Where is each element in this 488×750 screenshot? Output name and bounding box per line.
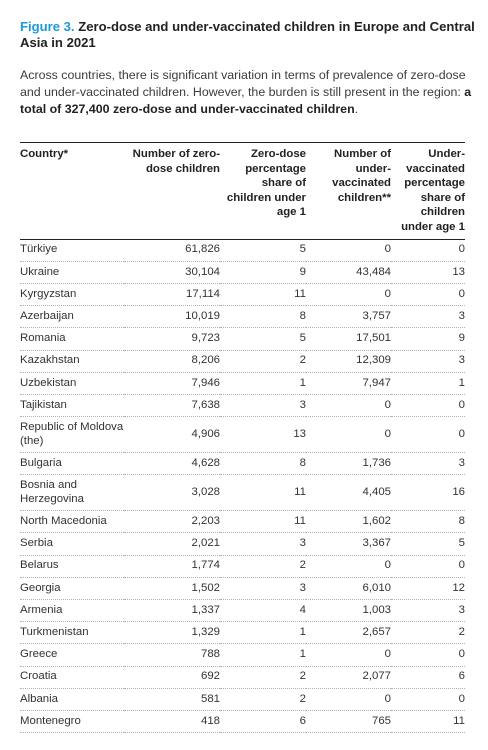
cell-country: Republic of Moldova (the)	[20, 417, 124, 453]
cell-under-vaccinated-share: 2	[391, 622, 465, 644]
intro-bold-text: a total of 327,400 zero-dose and under-vaccinated children	[20, 85, 472, 116]
table-row	[20, 453, 465, 475]
figure-title-text: Zero-dose and under-vaccinated children in Europe and Central Asia in 2021	[20, 19, 475, 50]
cell-zero-dose-number: 1,774	[124, 555, 220, 577]
cell-zero-dose-number: 1,329	[124, 622, 220, 644]
cell-zero-dose-number: 30,104	[124, 261, 220, 283]
cell-zero-dose-number: 1,502	[124, 577, 220, 599]
vaccination-table	[20, 142, 465, 733]
cell-under-vaccinated-number: 2,657	[306, 622, 391, 644]
header-zero-dose-share: Zero-dose percentage share of children under age 1	[220, 143, 306, 240]
cell-country: North Macedonia	[20, 511, 124, 533]
table-row	[20, 394, 465, 416]
cell-country: Albania	[20, 688, 124, 710]
cell-under-vaccinated-number: 0	[306, 283, 391, 305]
cell-zero-dose-number: 2,021	[124, 533, 220, 555]
table-row	[20, 328, 465, 350]
cell-zero-dose-number: 2,203	[124, 511, 220, 533]
cell-under-vaccinated-share: 0	[391, 688, 465, 710]
table-header-row	[20, 143, 465, 240]
cell-zero-dose-number: 418	[124, 710, 220, 732]
cell-under-vaccinated-share: 0	[391, 417, 465, 453]
cell-under-vaccinated-number: 0	[306, 239, 391, 261]
cell-zero-dose-number: 10,019	[124, 306, 220, 328]
cell-under-vaccinated-number: 7,947	[306, 372, 391, 394]
cell-zero-dose-share: 9	[220, 261, 306, 283]
header-zero-dose-number: Number of zero-dose children	[124, 143, 220, 240]
cell-zero-dose-share: 11	[220, 511, 306, 533]
cell-zero-dose-number: 4,628	[124, 453, 220, 475]
cell-country: Ukraine	[20, 261, 124, 283]
cell-zero-dose-share: 3	[220, 577, 306, 599]
header-country: Country*	[20, 143, 124, 240]
cell-under-vaccinated-share: 3	[391, 453, 465, 475]
table-row	[20, 644, 465, 666]
cell-country: Georgia	[20, 577, 124, 599]
cell-country: Kyrgyzstan	[20, 283, 124, 305]
intro-text: Across countries, there is significant variation in terms of prevalence of zero-dose and under-vaccinated children. However, the burden is still present in the region:	[20, 68, 466, 99]
cell-under-vaccinated-share: 3	[391, 306, 465, 328]
table-row	[20, 511, 465, 533]
intro-paragraph	[20, 67, 484, 118]
cell-zero-dose-number: 7,946	[124, 372, 220, 394]
cell-zero-dose-share: 13	[220, 417, 306, 453]
table-row	[20, 350, 465, 372]
cell-zero-dose-share: 2	[220, 555, 306, 577]
table-row	[20, 372, 465, 394]
cell-zero-dose-number: 61,826	[124, 239, 220, 261]
cell-country: Kazakhstan	[20, 350, 124, 372]
cell-country: Bosnia and Herzegovina	[20, 475, 124, 511]
cell-zero-dose-share: 11	[220, 475, 306, 511]
cell-under-vaccinated-share: 13	[391, 261, 465, 283]
cell-zero-dose-share: 1	[220, 372, 306, 394]
cell-under-vaccinated-share: 0	[391, 394, 465, 416]
cell-under-vaccinated-share: 11	[391, 710, 465, 732]
cell-country: Romania	[20, 328, 124, 350]
cell-zero-dose-share: 2	[220, 666, 306, 688]
table-row	[20, 283, 465, 305]
table-row	[20, 306, 465, 328]
cell-country: Türkiye	[20, 239, 124, 261]
cell-zero-dose-share: 8	[220, 453, 306, 475]
cell-under-vaccinated-number: 12,309	[306, 350, 391, 372]
cell-zero-dose-share: 5	[220, 328, 306, 350]
cell-zero-dose-share: 2	[220, 350, 306, 372]
header-under-vaccinated-share: Under-vaccinated percentage share of children under age 1	[391, 143, 465, 240]
cell-zero-dose-number: 17,114	[124, 283, 220, 305]
cell-under-vaccinated-number: 1,736	[306, 453, 391, 475]
cell-zero-dose-number: 692	[124, 666, 220, 688]
table-row	[20, 261, 465, 283]
table-row	[20, 666, 465, 688]
table-row	[20, 688, 465, 710]
document-page	[20, 0, 484, 733]
cell-country: Azerbaijan	[20, 306, 124, 328]
cell-under-vaccinated-number: 2,077	[306, 666, 391, 688]
cell-under-vaccinated-number: 3,367	[306, 533, 391, 555]
cell-under-vaccinated-share: 0	[391, 283, 465, 305]
cell-under-vaccinated-number: 0	[306, 417, 391, 453]
figure-title	[20, 19, 484, 51]
cell-zero-dose-number: 581	[124, 688, 220, 710]
cell-country: Uzbekistan	[20, 372, 124, 394]
cell-under-vaccinated-share: 6	[391, 666, 465, 688]
cell-under-vaccinated-share: 12	[391, 577, 465, 599]
cell-under-vaccinated-share: 8	[391, 511, 465, 533]
cell-under-vaccinated-number: 0	[306, 644, 391, 666]
cell-zero-dose-share: 4	[220, 600, 306, 622]
cell-zero-dose-share: 11	[220, 283, 306, 305]
cell-zero-dose-number: 9,723	[124, 328, 220, 350]
table-body	[20, 239, 465, 733]
cell-zero-dose-number: 4,906	[124, 417, 220, 453]
table-row	[20, 555, 465, 577]
cell-under-vaccinated-share: 0	[391, 644, 465, 666]
cell-under-vaccinated-share: 1	[391, 372, 465, 394]
cell-under-vaccinated-number: 3,757	[306, 306, 391, 328]
table-row	[20, 239, 465, 261]
cell-under-vaccinated-share: 0	[391, 239, 465, 261]
table-row	[20, 710, 465, 732]
cell-zero-dose-number: 3,028	[124, 475, 220, 511]
cell-under-vaccinated-number: 4,405	[306, 475, 391, 511]
cell-under-vaccinated-share: 5	[391, 533, 465, 555]
cell-country: Greece	[20, 644, 124, 666]
cell-zero-dose-number: 8,206	[124, 350, 220, 372]
intro-end: .	[354, 102, 359, 116]
cell-country: Bulgaria	[20, 453, 124, 475]
cell-country: Turkmenistan	[20, 622, 124, 644]
cell-under-vaccinated-number: 17,501	[306, 328, 391, 350]
cell-under-vaccinated-number: 0	[306, 688, 391, 710]
cell-zero-dose-number: 1,337	[124, 600, 220, 622]
cell-country: Armenia	[20, 600, 124, 622]
cell-under-vaccinated-share: 3	[391, 350, 465, 372]
cell-zero-dose-share: 8	[220, 306, 306, 328]
cell-country: Tajikistan	[20, 394, 124, 416]
cell-under-vaccinated-number: 765	[306, 710, 391, 732]
cell-under-vaccinated-share: 16	[391, 475, 465, 511]
cell-zero-dose-share: 5	[220, 239, 306, 261]
figure-label: Figure 3.	[20, 19, 75, 34]
cell-zero-dose-number: 788	[124, 644, 220, 666]
table-row	[20, 577, 465, 599]
table-row	[20, 475, 465, 511]
cell-zero-dose-share: 3	[220, 394, 306, 416]
cell-zero-dose-share: 1	[220, 644, 306, 666]
header-under-vaccinated-number: Number of under-vaccinated children**	[306, 143, 391, 240]
cell-under-vaccinated-share: 9	[391, 328, 465, 350]
cell-country: Belarus	[20, 555, 124, 577]
table-row	[20, 533, 465, 555]
cell-zero-dose-share: 3	[220, 533, 306, 555]
cell-zero-dose-share: 2	[220, 688, 306, 710]
cell-under-vaccinated-share: 0	[391, 555, 465, 577]
cell-under-vaccinated-number: 1,003	[306, 600, 391, 622]
cell-under-vaccinated-number: 0	[306, 394, 391, 416]
cell-under-vaccinated-share: 3	[391, 600, 465, 622]
table-row	[20, 622, 465, 644]
table-row	[20, 417, 465, 453]
cell-under-vaccinated-number: 6,010	[306, 577, 391, 599]
cell-zero-dose-number: 7,638	[124, 394, 220, 416]
cell-country: Serbia	[20, 533, 124, 555]
cell-country: Croatia	[20, 666, 124, 688]
cell-country: Montenegro	[20, 710, 124, 732]
cell-under-vaccinated-number: 1,602	[306, 511, 391, 533]
cell-under-vaccinated-number: 0	[306, 555, 391, 577]
cell-under-vaccinated-number: 43,484	[306, 261, 391, 283]
table-row	[20, 600, 465, 622]
cell-zero-dose-share: 1	[220, 622, 306, 644]
cell-zero-dose-share: 6	[220, 710, 306, 732]
